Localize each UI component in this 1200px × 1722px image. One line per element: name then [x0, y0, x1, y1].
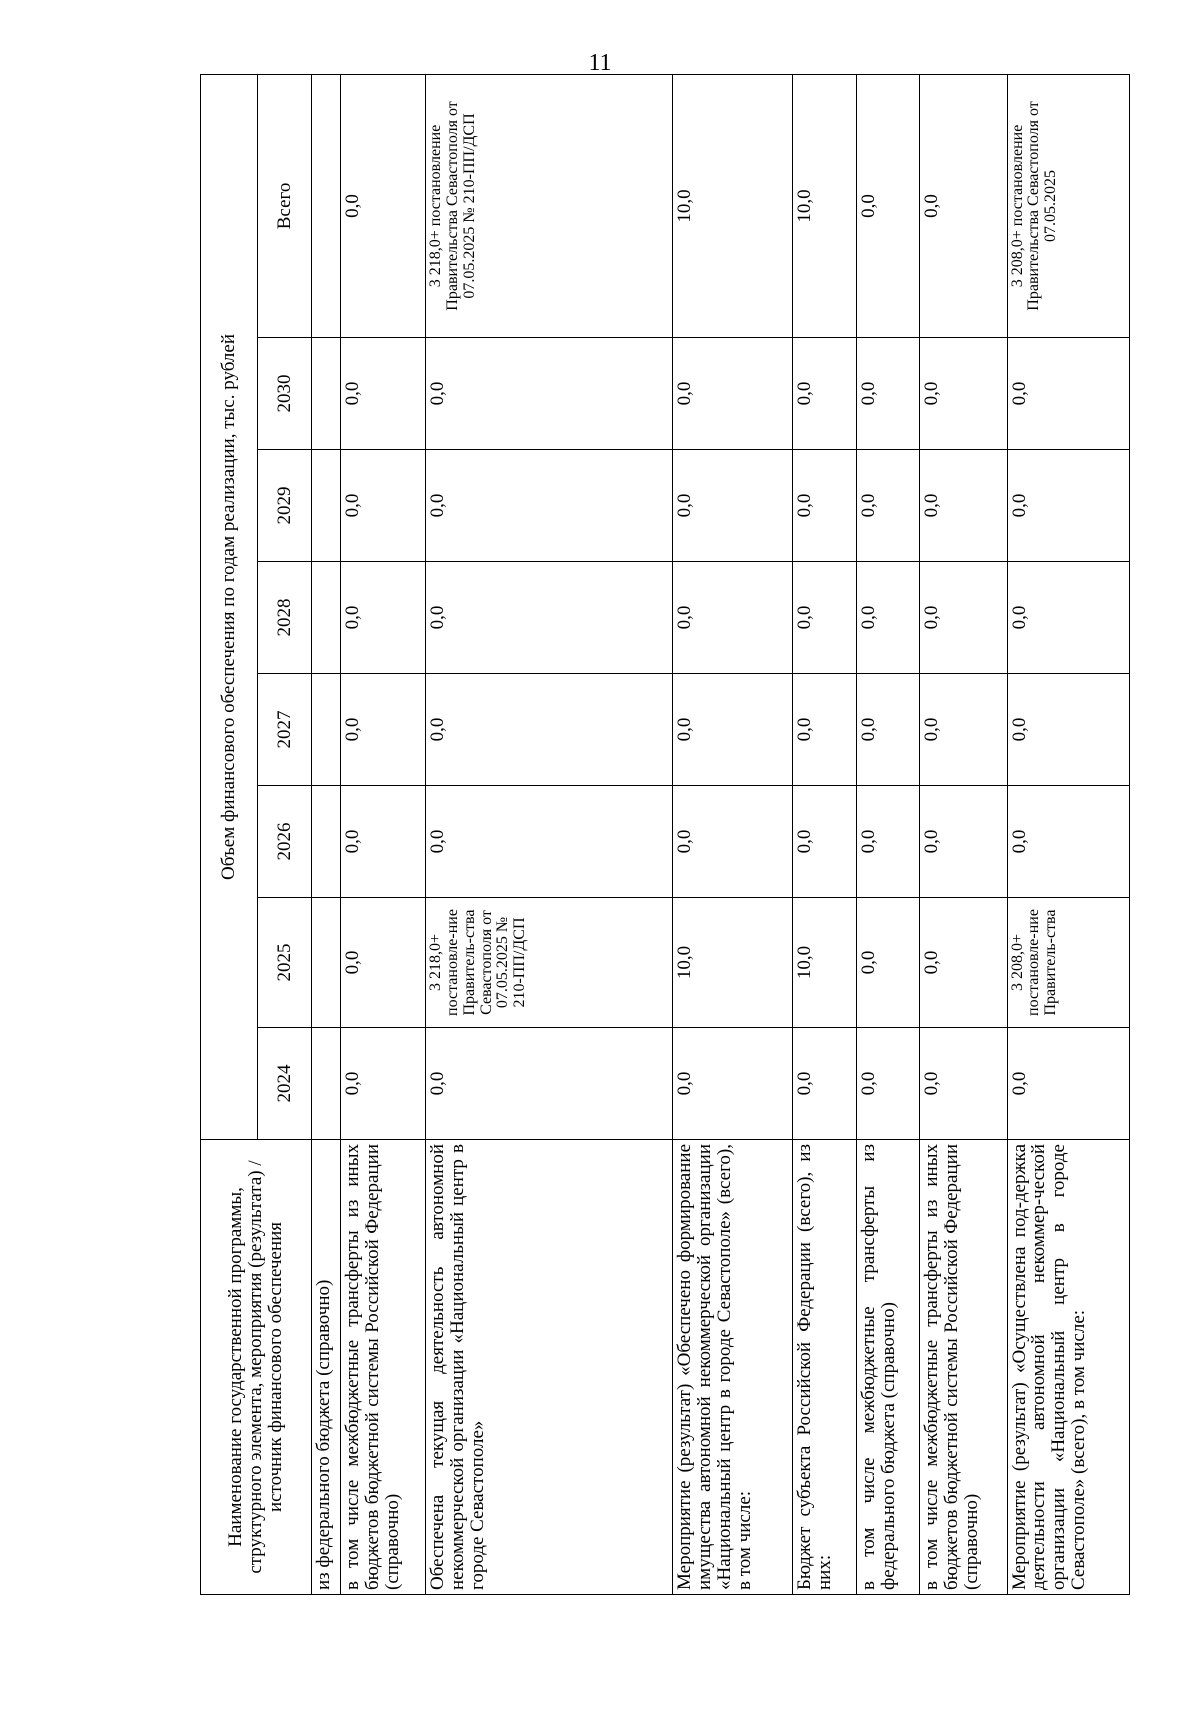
- cell-value: 0,0: [920, 338, 1007, 450]
- header-year: 2028: [257, 562, 312, 674]
- table-row: [312, 74, 340, 1594]
- header-total: Всего: [257, 74, 312, 337]
- cell-total: 0,0: [920, 74, 1007, 337]
- header-year: 2027: [257, 674, 312, 786]
- cell-value: 0,0: [920, 450, 1007, 562]
- cell-value: 0,0: [1007, 674, 1130, 786]
- header-year: 2025: [257, 898, 312, 1028]
- cell-value: 0,0: [856, 898, 919, 1028]
- cell-total: 0,0: [856, 74, 919, 337]
- cell-value: 0,0: [920, 1028, 1007, 1140]
- cell-value: 0,0: [673, 786, 793, 898]
- header-year: 2024: [257, 1028, 312, 1140]
- cell-value: 0,0: [426, 450, 673, 562]
- financing-table: [200, 74, 1130, 1595]
- cell-value: 0,0: [426, 338, 673, 450]
- header-volume-title: Объем финансового обеспечения по годам реализации, тыс. рублей: [201, 74, 258, 1139]
- cell-value: [312, 562, 340, 674]
- table-row: [426, 74, 673, 1594]
- cell-value: 0,0: [340, 338, 425, 450]
- cell-value: 10,0: [673, 898, 793, 1028]
- cell-value: 0,0: [673, 450, 793, 562]
- cell-value: 0,0: [920, 898, 1007, 1028]
- cell-value: 0,0: [856, 562, 919, 674]
- cell-value: [312, 338, 340, 450]
- cell-value: [312, 1028, 340, 1140]
- table-row: [1007, 74, 1130, 1594]
- cell-value: 0,0: [340, 562, 425, 674]
- cell-value: 0,0: [673, 1028, 793, 1140]
- row-name: Мероприятие (результат) «Осуществлена под-держка деятельности автономной некоммер-ческой организации «Национальный центр в городе Севастополе» (всего), в том числе:: [1007, 1140, 1130, 1595]
- cell-value: [312, 674, 340, 786]
- cell-value: 0,0: [856, 786, 919, 898]
- row-name: в том числе межбюджетные трансферты из иных бюджетов бюджетной системы Российской Федерации (справочно): [920, 1140, 1007, 1595]
- cell-value: 0,0: [673, 562, 793, 674]
- cell-value: 0,0: [856, 1028, 919, 1140]
- cell-total: 10,0: [673, 74, 793, 337]
- cell-value: 0,0: [1007, 562, 1130, 674]
- header-year: 2029: [257, 450, 312, 562]
- page-number: 11: [588, 50, 612, 76]
- cell-value: 0,0: [340, 674, 425, 786]
- header-name-column: Наименование государственной программы, структурного элемента, мероприятия (результата) / источник финансового обеспечения: [201, 1140, 312, 1595]
- table-row: [673, 74, 793, 1594]
- cell-value: 0,0: [856, 338, 919, 450]
- cell-total: 3 218,0+ постановление Правительства Севастополя от 07.05.2025 № 210-ПП/ДСП: [426, 74, 673, 337]
- cell-value: [312, 450, 340, 562]
- cell-value: [312, 786, 340, 898]
- table-row: [793, 74, 856, 1594]
- row-name: из федерального бюджета (справочно): [312, 1140, 340, 1595]
- cell-value: 0,0: [1007, 450, 1130, 562]
- cell-value: 0,0: [340, 786, 425, 898]
- row-name: Бюджет субъекта Российской Федерации (всего), из них:: [793, 1140, 856, 1595]
- cell-value: 0,0: [426, 1028, 673, 1140]
- cell-value: 0,0: [340, 898, 425, 1028]
- cell-value: 0,0: [793, 450, 856, 562]
- cell-value: 0,0: [793, 562, 856, 674]
- cell-value: 0,0: [856, 450, 919, 562]
- header-year: 2030: [257, 338, 312, 450]
- cell-value: 3 218,0+ постановле-ние Правитель-ства Севастополя от 07.05.2025 № 210-ПП/ДСП: [426, 898, 673, 1028]
- row-name: в том числе межбюджетные трансферты из иных бюджетов бюджетной системы Российской Федерации (справочно): [340, 1140, 425, 1595]
- cell-value: 0,0: [1007, 1028, 1130, 1140]
- header-row-top: [201, 74, 258, 1594]
- cell-value: 0,0: [426, 562, 673, 674]
- cell-value: 0,0: [426, 786, 673, 898]
- cell-value: 0,0: [1007, 786, 1130, 898]
- cell-value: [312, 898, 340, 1028]
- table-rotation-frame: [200, 75, 1130, 1595]
- cell-value: 0,0: [793, 674, 856, 786]
- table-row: [340, 74, 425, 1594]
- table-row: [856, 74, 919, 1594]
- cell-value: 0,0: [673, 674, 793, 786]
- cell-value: 0,0: [793, 338, 856, 450]
- cell-value: 0,0: [793, 786, 856, 898]
- table-row: [920, 74, 1007, 1594]
- cell-value: 0,0: [856, 674, 919, 786]
- cell-value: 0,0: [673, 338, 793, 450]
- row-name: Мероприятие (результат) «Обеспечено формирование имущества автономной некоммерческой организации «Национальный центр в городе Севастополе» (всего), в том числе:: [673, 1140, 793, 1595]
- rotated-table-container: [200, 75, 1130, 1595]
- cell-total: 0,0: [340, 74, 425, 337]
- cell-value: 0,0: [340, 450, 425, 562]
- row-name: в том числе межбюджетные трансферты из федерального бюджета (справочно): [856, 1140, 919, 1595]
- cell-total: 10,0: [793, 74, 856, 337]
- cell-value: 0,0: [340, 1028, 425, 1140]
- cell-value: 3 208,0+ постановле-ние Правитель-ства: [1007, 898, 1130, 1028]
- cell-total: 3 208,0+ постановление Правительства Севастополя от 07.05.2025: [1007, 74, 1130, 337]
- cell-value: 10,0: [793, 898, 856, 1028]
- cell-value: 0,0: [920, 674, 1007, 786]
- header-year: 2026: [257, 786, 312, 898]
- cell-value: 0,0: [920, 786, 1007, 898]
- cell-value: 0,0: [1007, 338, 1130, 450]
- row-name: Обеспечена текущая деятельность автономной некоммерческой организации «Национальный центр в городе Севастополе»: [426, 1140, 673, 1595]
- cell-total: [312, 74, 340, 337]
- cell-value: 0,0: [920, 562, 1007, 674]
- cell-value: 0,0: [793, 1028, 856, 1140]
- cell-value: 0,0: [426, 674, 673, 786]
